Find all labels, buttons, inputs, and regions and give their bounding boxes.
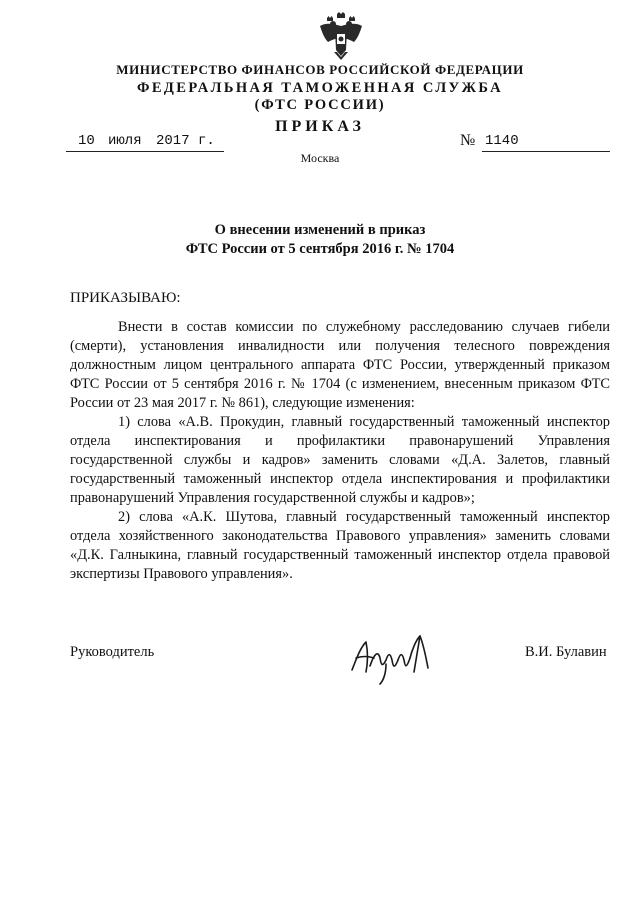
signatory-name: В.И. Булавин xyxy=(525,644,607,660)
body-paragraph: 1) слова «А.В. Прокудин, главный государственный таможенный инспектор отдела инспектирования и профилактики правонарушений Управления государственной службы и кадров» заменить словами «Д.А. Залетов, главный государственный таможенный инспектор отдела инспектирования и профилактики правонарушений Управления государственной службы и кадров»; xyxy=(70,414,610,506)
number-sign: № xyxy=(460,132,476,149)
ordering-word: ПРИКАЗЫВАЮ: xyxy=(70,290,181,306)
document-title xyxy=(0,221,640,259)
city: Москва xyxy=(300,151,340,165)
handwritten-signature xyxy=(346,630,438,686)
order-date xyxy=(66,132,224,152)
ministry-name: МИНИСТЕРСТВО ФИНАНСОВ РОССИЙСКОЙ ФЕДЕРАЦИИ xyxy=(116,62,524,77)
title-line-2: ФТС России от 5 сентября 2016 г. № 1704 xyxy=(185,241,455,257)
document-type: ПРИКАЗ xyxy=(275,118,365,135)
service-name: ФЕДЕРАЛЬНАЯ ТАМОЖЕННАЯ СЛУЖБА xyxy=(136,80,503,96)
body-paragraph: 2) слова «А.К. Шутова, главный государственный таможенный инспектор отдела хозяйственного законодательства Правового управления» заменить словами «Д.К. Галныкина, главный государственный таможенный инспектор отдела правовой экспертизы Правового управления». xyxy=(70,509,610,582)
document-body xyxy=(70,318,610,584)
body-paragraph: Внести в состав комиссии по служебному расследованию случаев гибели (смерти), установления инвалидности или получения телесного повреждения должностным лицом центрального аппарата ФТС России, утвержденный приказом ФТС России от 5 сентября 2016 г. № 1704 (с изменением, внесенным приказом ФТС России от 23 мая 2017 г. № 861), следующие изменения: xyxy=(70,319,610,411)
title-line-1: О внесении изменений в приказ xyxy=(214,222,426,238)
order-number: 1140 xyxy=(485,133,519,149)
order-month: июля xyxy=(108,133,142,149)
order-year: 2017 г. xyxy=(156,133,215,149)
signatory-role: Руководитель xyxy=(70,644,155,660)
order-day: 10 xyxy=(78,133,95,149)
order-number-line xyxy=(482,132,610,152)
service-short-name: (ФТС РОССИИ) xyxy=(254,97,386,113)
coat-of-arms-icon xyxy=(318,12,364,62)
